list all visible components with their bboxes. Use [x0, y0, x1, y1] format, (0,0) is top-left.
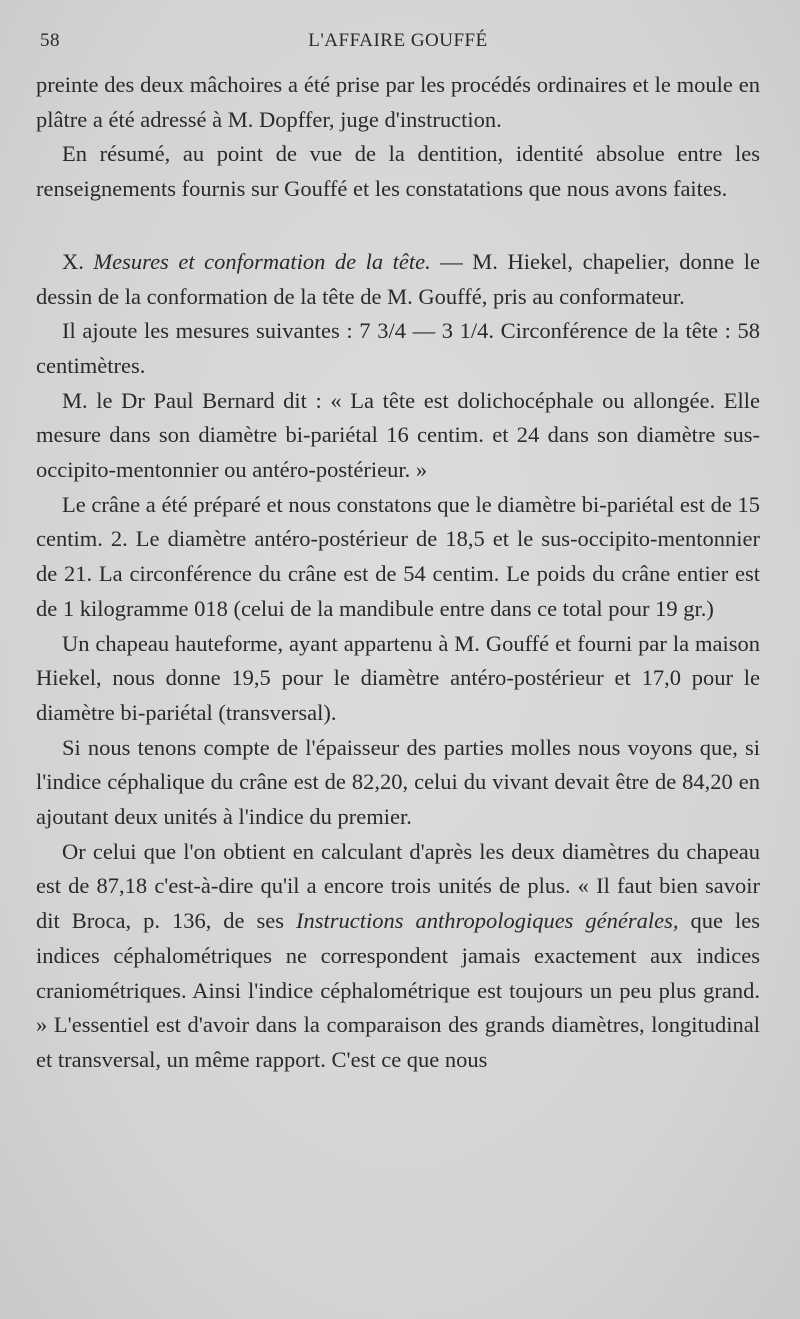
- paragraph-6-text: Le crâne a été préparé et nous constatons que le diamètre bi-pariétal est de 15 centim. 2. Le diamètre antéro-postérieur de 18,5 et le sus-occipito-mentonnier de 21. La circonférence du crâne est de 54 centim. Le poids du crâne entier est de 1 kilogramme 018 (celui de la mandibule entre dans ce total pour 19 gr.): [36, 491, 760, 621]
- paragraph-1-text: preinte des deux mâchoires a été prise par les procédés ordinaires et le moule en plâtre a été adressé à M. Dopffer, juge d'instruction.: [36, 72, 760, 132]
- section-number: X.: [62, 248, 84, 274]
- paragraph-8-text: Si nous tenons compte de l'épaisseur des parties molles nous voyons que, si l'indice céphalique du crâne est de 82,20, celui du vivant devait être de 84,20 en ajoutant deux unités à l'indice du premier.: [36, 734, 760, 830]
- paragraph-9: [36, 835, 760, 1078]
- cited-work-title: Instructions anthropologiques générales,: [296, 908, 679, 934]
- paragraph-7-text: Un chapeau hauteforme, ayant appartenu à M. Gouffé et fourni par la maison Hiekel, nous donne 19,5 pour le diamètre antéro-postérieur et 17,0 pour le diamètre bi-pariétal (transversal).: [36, 630, 760, 725]
- paragraph-7: [36, 627, 760, 731]
- paragraph-3: [36, 245, 760, 314]
- paragraph-5-text: M. le Dr Paul Bernard dit : « La tête est dolichocéphale ou allongée. Elle mesure dans son diamètre bi-pariétal 16 centim. et 24 dans son diamètre sus-occipito-mentonnier ou antéro-postérieur. »: [36, 387, 760, 483]
- paragraph-6: [36, 488, 760, 627]
- paragraph-4-text: Il ajoute les mesures suivantes : 7 3/4 — 3 1/4. Circonférence de la tête : 58 centimètres.: [36, 318, 760, 378]
- running-title: L'AFFAIRE GOUFFÉ: [308, 30, 488, 51]
- paragraph-2-text: En résumé, au point de vue de la dentition, identité absolue entre les renseignements fournis sur Gouffé et les constatations que nous avons faites.: [36, 141, 760, 202]
- paragraph-8: [36, 731, 760, 835]
- page-number: 58: [40, 30, 60, 51]
- paragraph-4: [36, 314, 760, 383]
- section-title: Mesures et conformation de la tête.: [93, 248, 431, 274]
- paragraph-1: [36, 68, 760, 137]
- paragraph-9-text-after: que les indices céphalométriques ne correspondent jamais exactement aux indices craniométriques. Ainsi l'indice céphalométrique est toujours un peu plus grand. » L'essentiel est d'avoir dans la comparaison des grands diamètres, longitudinal et transversal, un même rapport. C'est ce que nous: [36, 908, 761, 1072]
- paragraph-9-text-before: Or celui que l'on obtient en calculant d'après les deux diamètres du chapeau est de 87,18 c'est-à-dire qu'il a encore trois unités de plus. « Il faut bien savoir dit Broca, p. 136, de ses: [36, 838, 760, 934]
- running-head: [36, 30, 760, 58]
- paragraph-3-text: — M. Hiekel, chapelier, donne le dessin de la conformation de la tête de M. Gouffé, pris au conformateur.: [36, 248, 761, 309]
- paragraph-5: [36, 384, 760, 488]
- body-text: [36, 68, 760, 1078]
- paragraph-2: [36, 137, 760, 206]
